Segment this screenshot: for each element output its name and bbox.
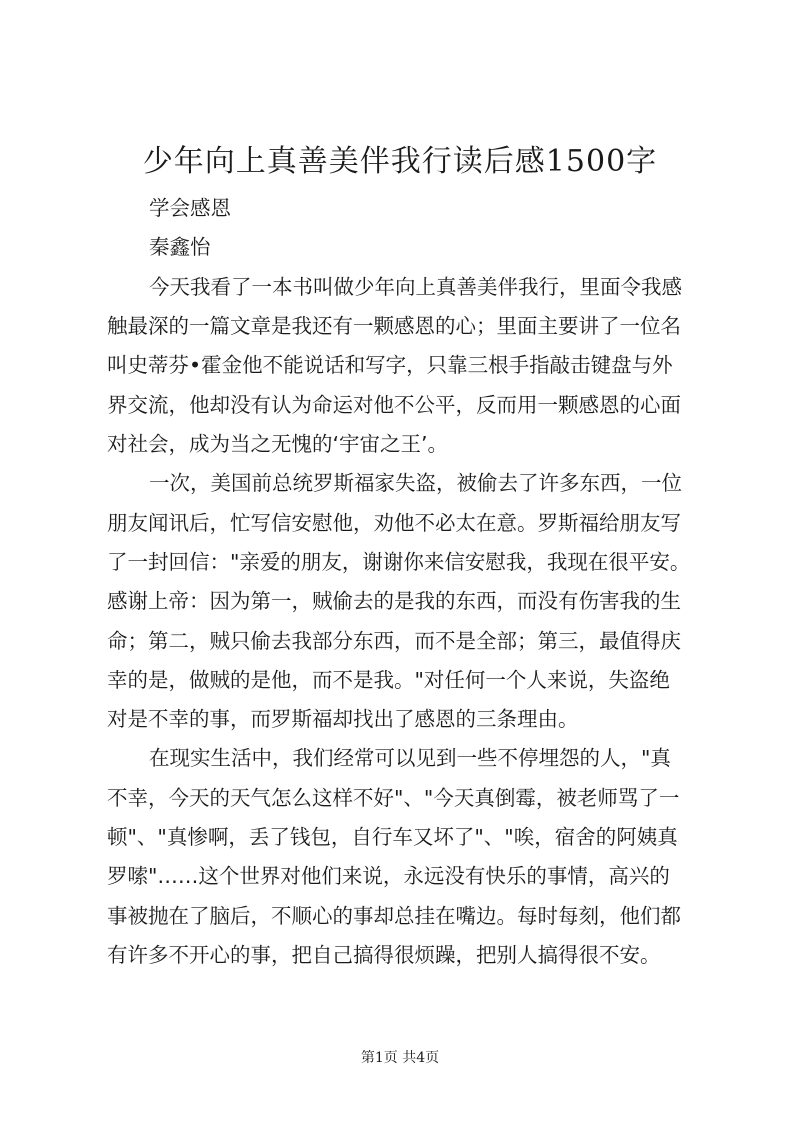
paragraph-2-line-3: 了一封回信："亲爱的朋友，谢谢你来信安慰我，我现在很平安。 [107, 550, 691, 574]
paragraph-1-line-5: 对社会，成为当之无愧的‘宇宙之王’。 [107, 432, 449, 456]
paragraph-3-line-2: 不幸，今天的天气怎么这样不好"、"今天真倒霉，被老师骂了一 [107, 786, 680, 810]
paragraph-3-line-5: 事被抛在了脑后，不顺心的事却总挂在嘴边。每时每刻，他们都 [107, 904, 681, 928]
paragraph-1-line-3: 叫史蒂芬•霍金他不能说话和写字，只靠三根手指敲击键盘与外 [107, 353, 673, 377]
paragraph-2-line-2: 朋友闻讯后，忙写信安慰他，劝他不必太在意。罗斯福给朋友写 [107, 511, 681, 535]
paragraph-1-line-4: 界交流，他却没有认为命运对他不公平，反而用一颗感恩的心面 [107, 393, 681, 417]
paragraph-1-line-1: 今天我看了一本书叫做少年向上真善美伴我行，里面令我感 [149, 275, 682, 299]
paragraph-1-line-2: 触最深的一篇文章是我还有一颗感恩的心；里面主要讲了一位名 [107, 314, 681, 338]
paragraph-2-line-1: 一次，美国前总统罗斯福家失盗，被偷去了许多东西，一位 [149, 471, 682, 495]
page-number-footer: 第1页 共4页 [360, 1050, 440, 1066]
document-title: 少年向上真善美伴我行读后感1500字 [142, 144, 658, 179]
author-name: 秦鑫怡 [149, 235, 211, 259]
subtitle: 学会感恩 [149, 196, 231, 220]
paragraph-2-line-4: 感谢上帝：因为第一，贼偷去的是我的东西，而没有伤害我的生 [107, 589, 681, 613]
paragraph-3-line-6: 有许多不开心的事，把自己搞得很烦躁，把别人搞得很不安。 [107, 943, 661, 967]
paragraph-2-line-6: 幸的是，做贼的是他，而不是我。"对任何一个人来说，失盗绝 [107, 668, 670, 692]
paragraph-3-line-4: 罗嗦"……这个世界对他们来说，永远没有快乐的事情，高兴的 [107, 864, 670, 888]
paragraph-3-line-1: 在现实生活中，我们经常可以见到一些不停埋怨的人，"真 [149, 746, 671, 770]
paragraph-2-line-5: 命；第二，贼只偷去我部分东西，而不是全部；第三，最值得庆 [107, 629, 681, 653]
paragraph-2-line-7: 对是不幸的事，而罗斯福却找出了感恩的三条理由。 [107, 707, 579, 731]
paragraph-3-line-3: 顿"、"真惨啊，丢了钱包，自行车又坏了"、"唉，宿舍的阿姨真 [107, 825, 678, 849]
